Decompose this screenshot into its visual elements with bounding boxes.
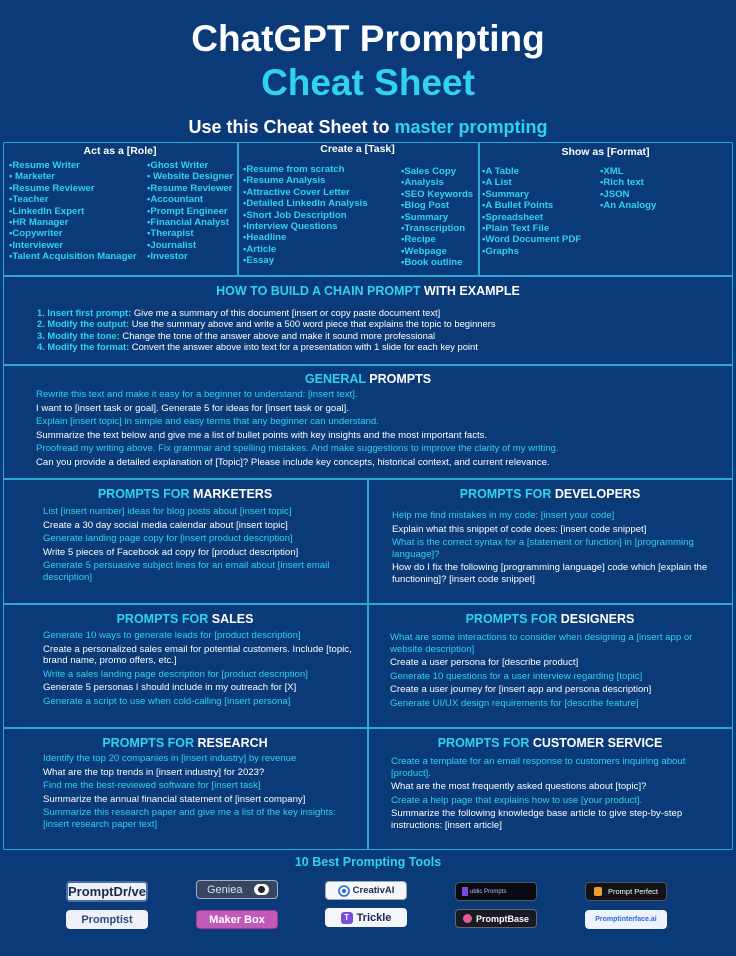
prompt-item: Write 5 pieces of Facebook ad copy for [product description] (43, 546, 299, 558)
heading-white: CUSTOMER SERVICE (532, 736, 663, 750)
prompt-item: Summarize the annual financial statement of [insert company] (43, 793, 306, 805)
prompt-perfect-icon (594, 887, 602, 896)
promptbase-icon (463, 914, 472, 923)
sales-prompt-list (43, 630, 353, 710)
list-item: •Summary (482, 188, 530, 200)
chain-step (37, 330, 496, 341)
customer-service-prompt-list (391, 756, 721, 834)
task-list-1 (243, 164, 368, 267)
prompt-item: What are the most frequently asked questions about [topic]? (391, 781, 647, 793)
heading-cyan: PROMPTS FOR (97, 487, 193, 501)
tool-logo-promptdrive[interactable]: PromptDr/ve (66, 881, 148, 902)
tool-logo-promptist[interactable]: Promptist (66, 910, 148, 929)
tool-name: ublic Prompts (470, 888, 507, 895)
trickle-icon: T (341, 912, 353, 924)
developers-prompt-list (392, 510, 717, 588)
step-text: Use the summary above and write a 500 word piece that explains the topic to beginners (129, 318, 496, 330)
role-list-2 (147, 160, 233, 263)
sales-heading (3, 612, 367, 626)
prompt-item: Create a help page that explains how to use [your product]. (391, 794, 643, 806)
list-item: •A List (482, 177, 512, 189)
format-list-2 (600, 166, 656, 212)
list-item: •Copywriter (9, 228, 63, 240)
prompt-item: Summarize the following knowledge base article to give step-by-step instructions: [insert article] (391, 808, 683, 831)
top-table-divider (478, 142, 480, 276)
task-list-2 (401, 166, 473, 269)
subtitle-white: Use this Cheat Sheet to (188, 117, 395, 137)
customer-service-heading (367, 736, 733, 750)
tool-logo-promptbase[interactable] (455, 909, 537, 928)
prompt-item: What are the top trends in [insert industry] for 2023? (43, 766, 265, 778)
step-label: 2. Modify the output: (37, 318, 130, 330)
grid-divider (3, 603, 733, 605)
general-heading (3, 372, 733, 386)
heading-cyan: PROMPTS FOR (465, 612, 561, 626)
page-title: ChatGPT Prompting (191, 18, 545, 59)
heading-cyan: GENERAL (304, 372, 370, 386)
prompt-item: Find me the best-reviewed software for [insert task] (43, 780, 261, 792)
prompt-item: Summarize this research paper and give me a list of the key insights: [insert research paper text] (43, 807, 336, 830)
tool-name: Prompt Perfect (607, 887, 659, 896)
prompt-item: Explain [insert topic] in simple and easy terms that any beginner can understand. (36, 416, 379, 428)
heading-white: PROMPTS (369, 372, 432, 386)
list-item: •HR Manager (9, 217, 69, 229)
public-prompts-icon (462, 887, 468, 896)
grid-divider (3, 727, 733, 729)
list-item: •Resume from scratch (243, 164, 345, 175)
prompt-item: Generate 5 personas I should include in my outreach for [X] (43, 682, 297, 694)
list-item: •Ghost Writer (147, 160, 209, 171)
tool-logo-prompt-perfect[interactable] (585, 882, 667, 901)
list-item: •Rich text (600, 177, 644, 189)
prompt-item: Can you provide a detailed explanation of [Topic]? Please include key concepts, historical context, and current relevance. (36, 456, 550, 468)
list-item: •Spreadsheet (482, 211, 543, 223)
step-text: Change the tone of the answer above and make it sound more professional (119, 329, 436, 341)
step-label: 4. Modify the format: (37, 340, 130, 352)
tool-name: Geniea (207, 883, 243, 896)
list-item: •Therapist (147, 228, 194, 240)
step-text: Give me a summary of this document [insert or copy paste document text] (131, 307, 441, 318)
research-prompt-list (43, 753, 358, 833)
list-item: •Resume Writer (9, 160, 80, 171)
list-item: •Investor (147, 251, 188, 263)
list-item: •Recipe (401, 234, 436, 246)
top-table-divider (237, 142, 239, 276)
general-prompt-list (36, 389, 726, 471)
list-item: •Interview Questions (243, 221, 338, 233)
list-item: •Journalist (147, 239, 197, 251)
heading-white: DESIGNERS (560, 612, 635, 626)
prompt-item: Summarize the text below and give me a list of bullet points with key insights and the most important facts. (36, 429, 488, 441)
prompt-item: Create a personalized sales email for potential customers. Include [topic, brand name, promo offers, etc.] (43, 643, 352, 667)
subtitle-cyan: master prompting (394, 117, 548, 137)
prompt-item: Create a user persona for [describe product] (390, 657, 579, 669)
marketers-prompt-list (43, 506, 353, 586)
list-item: •An Analogy (600, 200, 657, 212)
page-title-accent: Cheat Sheet (261, 62, 475, 103)
step-label: 3. Modify the tone: (37, 329, 120, 341)
prompt-item: Generate UI/UX design requirements for [describe feature] (390, 697, 639, 709)
list-item: •Resume Reviewer (147, 182, 233, 194)
list-item: •Teacher (9, 194, 49, 206)
list-item: •Prompt Engineer (147, 205, 228, 217)
prompt-item: List [insert number] ideas for blog posts about [insert topic] (43, 506, 292, 517)
list-item: •Book outline (401, 257, 463, 269)
list-item: •Blog Post (401, 200, 450, 212)
list-item: •SEO Keywords (401, 188, 474, 200)
list-item: •Essay (243, 255, 275, 267)
list-item: •Article (243, 243, 277, 255)
heading-cyan: PROMPTS FOR (116, 612, 212, 626)
step-label: 1. Insert first prompt: (37, 307, 132, 318)
list-item: •JSON (600, 188, 630, 200)
role-list-1 (9, 160, 137, 263)
heading-cyan: PROMPTS FOR (459, 487, 555, 501)
tools-heading: 10 Best Prompting Tools (294, 855, 442, 869)
grid-divider (367, 479, 369, 850)
heading-cyan: PROMPTS FOR (437, 736, 533, 750)
tool-name: Trickle (356, 911, 392, 924)
tool-logo-promptinterface[interactable]: Promptinterface.ai (585, 910, 667, 929)
format-heading: Show as [Format] (561, 146, 650, 158)
tool-logo-creativai[interactable] (325, 881, 407, 900)
list-item: •A Bullet Points (482, 200, 554, 212)
list-item: • Website Designer (147, 171, 234, 183)
list-item: •Word Document PDF (482, 234, 582, 246)
list-item: •Analysis (401, 177, 444, 189)
developers-heading (367, 487, 733, 501)
chain-step (37, 307, 496, 318)
prompt-item: What are some interactions to consider when designing a [insert app or website description] (390, 632, 693, 655)
chain-steps (37, 307, 496, 352)
heading-white: SALES (211, 612, 254, 626)
role-heading: Act as a [Role] (83, 145, 157, 157)
tool-name: PromptBase (475, 913, 529, 924)
designers-prompt-list (390, 632, 720, 712)
list-item: •Short Job Description (243, 209, 347, 221)
heading-cyan: HOW TO BUILD A CHAIN PROMPT (216, 284, 425, 298)
page-subtitle (0, 117, 736, 138)
format-list-1 (482, 166, 581, 257)
list-item: • Marketer (9, 171, 56, 183)
heading-white: WITH EXAMPLE (424, 284, 520, 298)
tool-name: CreativAI (352, 885, 395, 896)
prompt-item: Explain what this snippet of code does: [insert code snippet] (392, 523, 647, 535)
chain-step (37, 318, 496, 329)
prompt-item: Create a 30 day social media calendar about [insert topic] (43, 519, 288, 531)
list-item: •Interviewer (9, 239, 64, 251)
prompt-item: Write a sales landing page description for [product description] (43, 668, 308, 680)
list-item: •Resume Analysis (243, 175, 326, 187)
heading-white: RESEARCH (197, 736, 268, 750)
prompt-item: Generate 5 persuasive subject lines for an email about [insert email description] (43, 560, 330, 583)
tool-logo-geniea[interactable] (196, 880, 278, 899)
tool-logo-maker-box[interactable]: Maker Box (196, 910, 278, 929)
prompt-item: Generate landing page copy for [insert product description] (43, 533, 293, 545)
prompt-item: I want to [insert task or goal]. Generate 5 for ideas for [insert task or goal]. (36, 402, 350, 414)
list-item: •Attractive Cover Letter (243, 186, 350, 198)
task-heading: Create a [Task] (320, 143, 395, 155)
prompt-item: Generate 10 ways to generate leads for [product description] (43, 630, 301, 641)
tool-logo-trickle[interactable] (325, 908, 407, 927)
list-item: •Talent Acquisition Manager (9, 251, 137, 263)
heading-white: DEVELOPERS (554, 487, 641, 501)
heading-white: MARKETERS (192, 487, 273, 501)
tool-logo-public-prompts[interactable] (455, 882, 537, 901)
list-item: •Transcription (401, 223, 466, 235)
prompt-item: Proofread my writing above. Fix grammar and spelling mistakes. And make suggestions to improve the clarity of my writing. (36, 443, 559, 455)
prompt-item: What is the correct syntax for a [statement or function] in [programming language]? (392, 537, 694, 560)
prompt-item: How do I fix the following [programming language] code which [explain the functioning]? [insert code snippet] (392, 562, 708, 585)
list-item: •XML (600, 166, 624, 177)
list-item: •Financial Analyst (147, 217, 229, 229)
list-item: •Summary (401, 211, 449, 223)
prompt-item: Rewrite this text and make it easy for a beginner to understand: [insert text]. (36, 389, 358, 400)
list-item: •Webpage (401, 245, 447, 257)
list-item: •Resume Reviewer (9, 182, 95, 194)
list-item: •Plain Text File (482, 223, 550, 235)
list-item: •LinkedIn Expert (9, 205, 85, 217)
step-text: Convert the answer above into text for a presentation with 1 slide for each key point (129, 340, 478, 352)
marketers-heading (3, 487, 367, 501)
research-heading (3, 736, 367, 750)
list-item: •Sales Copy (401, 166, 457, 177)
prompt-item: Generate 10 questions for a user interview regarding [topic] (390, 670, 643, 682)
geniea-icon (254, 884, 269, 895)
list-item: •Headline (243, 232, 287, 244)
heading-cyan: PROMPTS FOR (102, 736, 198, 750)
prompt-item: Help me find mistakes in my code: [insert your code] (392, 510, 615, 521)
chain-step (37, 341, 496, 352)
list-item: •Accountant (147, 194, 204, 206)
prompt-item: Create a user journey for [insert app and persona description] (390, 684, 652, 696)
list-item: •A Table (482, 166, 519, 177)
list-item: •Detailed LinkedIn Analysis (243, 198, 368, 210)
chain-heading (3, 284, 733, 298)
designers-heading (367, 612, 733, 626)
list-item: •Graphs (482, 245, 519, 257)
creativai-icon (338, 885, 350, 897)
prompt-item: Identify the top 20 companies in [insert industry] by revenue (43, 753, 297, 764)
prompt-item: Generate a script to use when cold-calling [insert persona] (43, 695, 291, 707)
prompt-item: Create a template for an email response to customers inquiring about [product]. (391, 756, 686, 779)
